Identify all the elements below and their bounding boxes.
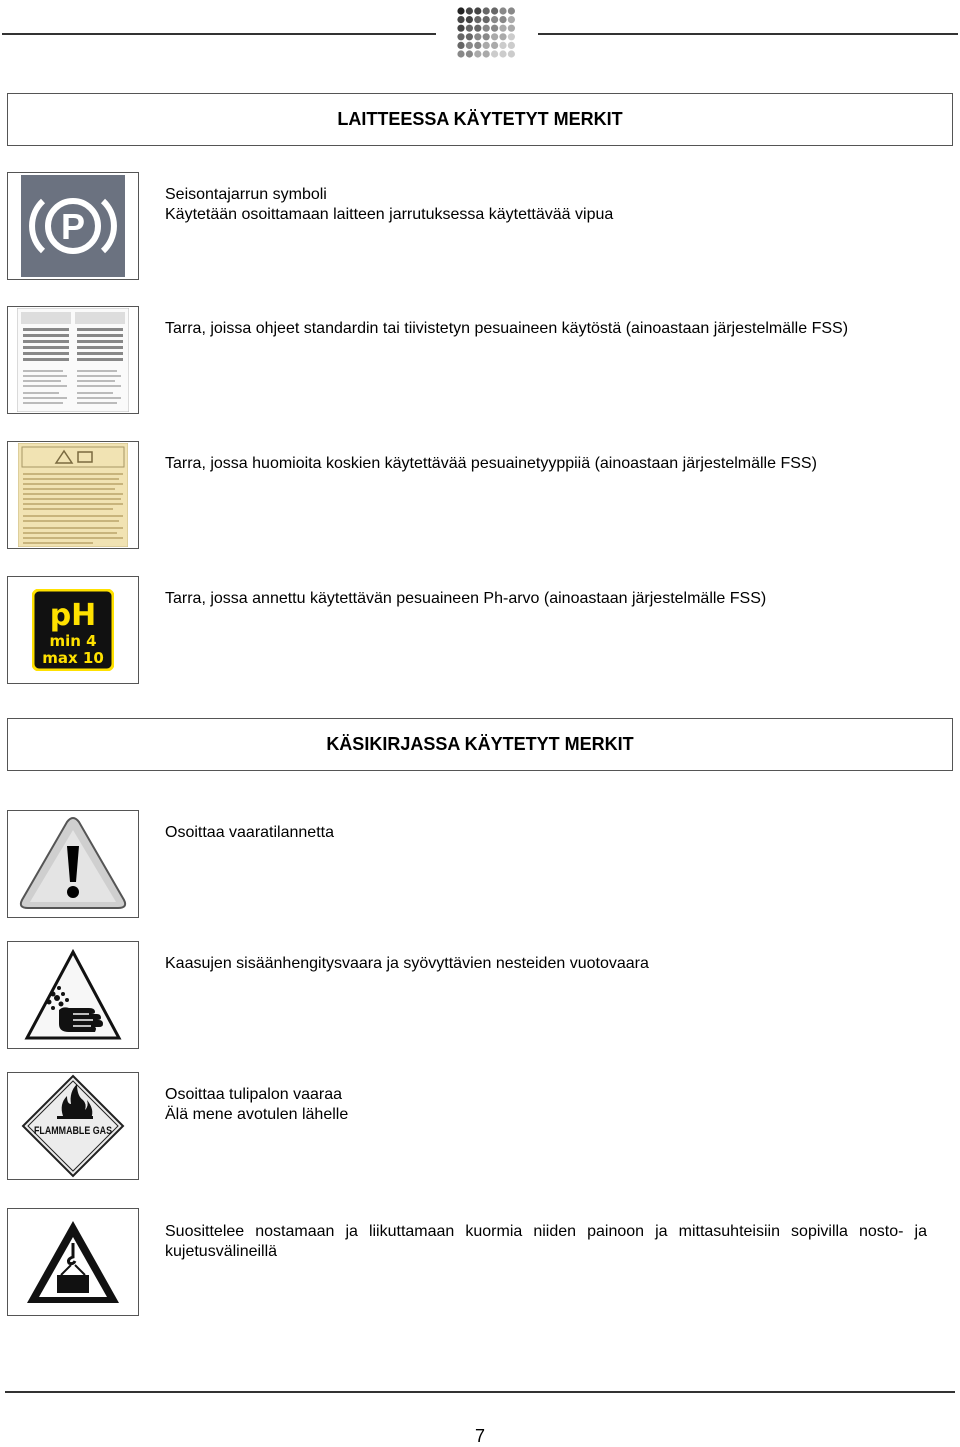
manual-marks-title-text: KÄSIKIRJASSA KÄYTETYT MERKIT <box>326 734 634 754</box>
parking-brake-detail: Käytetään osoittamaan laitteen jarrutuksessa käytettävää vipua <box>165 206 614 223</box>
ph-title: pH <box>49 598 97 633</box>
dot-grid-logo-icon <box>455 6 517 60</box>
flammable-line-2: Älä mene avotulen lähelle <box>165 1106 349 1123</box>
device-marks-title-text: LAITTEESSA KÄYTETYT MERKIT <box>337 109 623 129</box>
flammable-gas-icon <box>7 1072 139 1180</box>
parking-brake-description <box>165 185 613 225</box>
device-marks-title <box>7 93 953 146</box>
detergent-warning-label-icon <box>7 441 139 549</box>
header-rule-right <box>538 33 958 35</box>
footer-rule <box>5 1391 955 1393</box>
corrosive-description: Kaasujen sisäänhengitysvaara ja syövyttävien nesteiden vuotovaara <box>165 955 649 972</box>
ph-max: max 10 <box>42 649 104 667</box>
suspended-load-description: Suosittelee nostamaan ja liikuttamaan kuormia niiden painoon ja mittasuhteisiin sopivilla nosto- ja kujetusvälineillä <box>165 1223 927 1260</box>
detergent-instructions-label-icon <box>7 306 139 414</box>
flammable-gas-sign-text: FLAMMABLE GAS <box>34 1125 112 1137</box>
manual-marks-title <box>7 718 953 771</box>
ph-min: min 4 <box>49 632 97 650</box>
detergent-warning-description: Tarra, jossa huomioita koskien käytettävää pesuainetyyppiiä (ainoastaan järjestelmälle FSS) <box>165 455 817 472</box>
flammable-line-1: Osoittaa tulipalon vaaraa <box>165 1086 342 1103</box>
detergent-instructions-description: Tarra, joissa ohjeet standardin tai tiivistetyn pesuaineen käytöstä (ainoastaan järjestelmälle FSS) <box>165 320 849 337</box>
suspended-load-icon <box>7 1208 139 1316</box>
ph-label-icon <box>7 576 139 684</box>
svg-text:P: P <box>60 206 86 247</box>
ph-label-description: Tarra, jossa annettu käytettävän pesuaineen Ph-arvo (ainoastaan järjestelmälle FSS) <box>165 590 767 607</box>
warning-triangle-icon <box>7 810 139 918</box>
parking-brake-icon <box>7 172 139 280</box>
parking-brake-title: Seisontajarrun symboli <box>165 186 327 203</box>
flammable-description <box>165 1085 348 1125</box>
corrosive-hazard-icon <box>7 941 139 1049</box>
header-rule-left <box>2 33 436 35</box>
warning-description: Osoittaa vaaratilannetta <box>165 824 334 841</box>
page-number: 7 <box>474 1426 485 1446</box>
